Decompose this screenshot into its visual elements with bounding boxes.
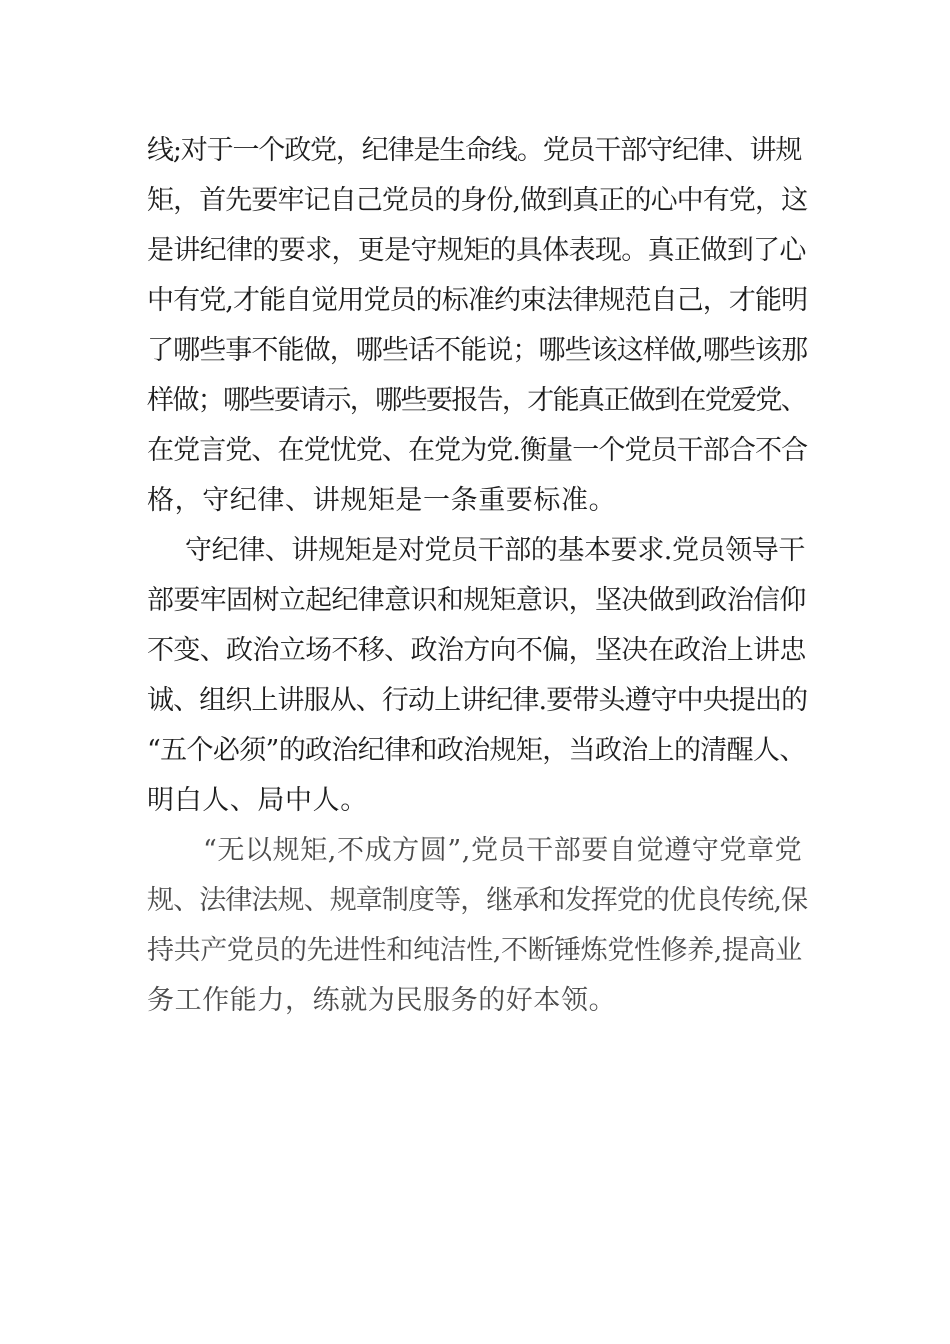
paragraph-2-line-1: 守纪律、讲规矩是对党员干部的基本要求.党员领导干 <box>185 535 805 566</box>
paragraph-1-line-3: 是讲纪律的要求，更是守规矩的具体表现。真正做到了心 <box>147 235 806 266</box>
paragraph-1-line-8: 格，守纪律、讲规矩是一条重要标准。 <box>147 485 617 516</box>
paragraph-1-line-6: 样做；哪些要请示，哪些要报告，才能真正做到在党爱党、 <box>147 385 807 416</box>
paragraph-3-line-2: 规、法律法规、规章制度等，继承和发挥党的优良传统,保 <box>147 885 808 916</box>
paragraph-3-line-3: 持共产党员的先进性和纯洁性,不断锤炼党性修养,提高业 <box>147 935 802 966</box>
paragraph-3-line-1: “无以规矩,不成方圆”,党员干部要自觉遵守党章党 <box>203 835 803 866</box>
paragraph-2-line-2: 部要牢固树立起纪律意识和规矩意识，坚决做到政治信仰 <box>147 585 806 616</box>
paragraph-1-line-2: 矩，首先要牢记自己党员的身份,做到真正的心中有党，这 <box>147 185 808 216</box>
paragraph-1-line-7: 在党言党、在党忧党、在党为党.衡量一个党员干部合不合 <box>147 435 808 466</box>
paragraph-2-line-5: “五个必须”的政治纪律和政治规矩，当政治上的清醒人、 <box>147 735 806 766</box>
paragraph-1-line-1: 线;对于一个政党，纪律是生命线。党员干部守纪律、讲规 <box>147 135 802 166</box>
paragraph-2-line-3: 不变、政治立场不移、政治方向不偏，坚决在政治上讲忠 <box>147 635 806 666</box>
paragraph-2-line-6: 明白人、局中人。 <box>147 785 368 816</box>
paragraph-1-line-5: 了哪些事不能做，哪些话不能说；哪些该这样做,哪些该那 <box>147 335 808 366</box>
paragraph-2-line-4: 诚、组织上讲服从、行动上讲纪律.要带头遵守中央提出的 <box>147 685 808 716</box>
paragraph-3-line-4: 务工作能力，练就为民服务的好本领。 <box>147 985 617 1016</box>
paragraph-1-line-4: 中有党,才能自觉用党员的标准约束法律规范自己，才能明 <box>147 285 808 316</box>
